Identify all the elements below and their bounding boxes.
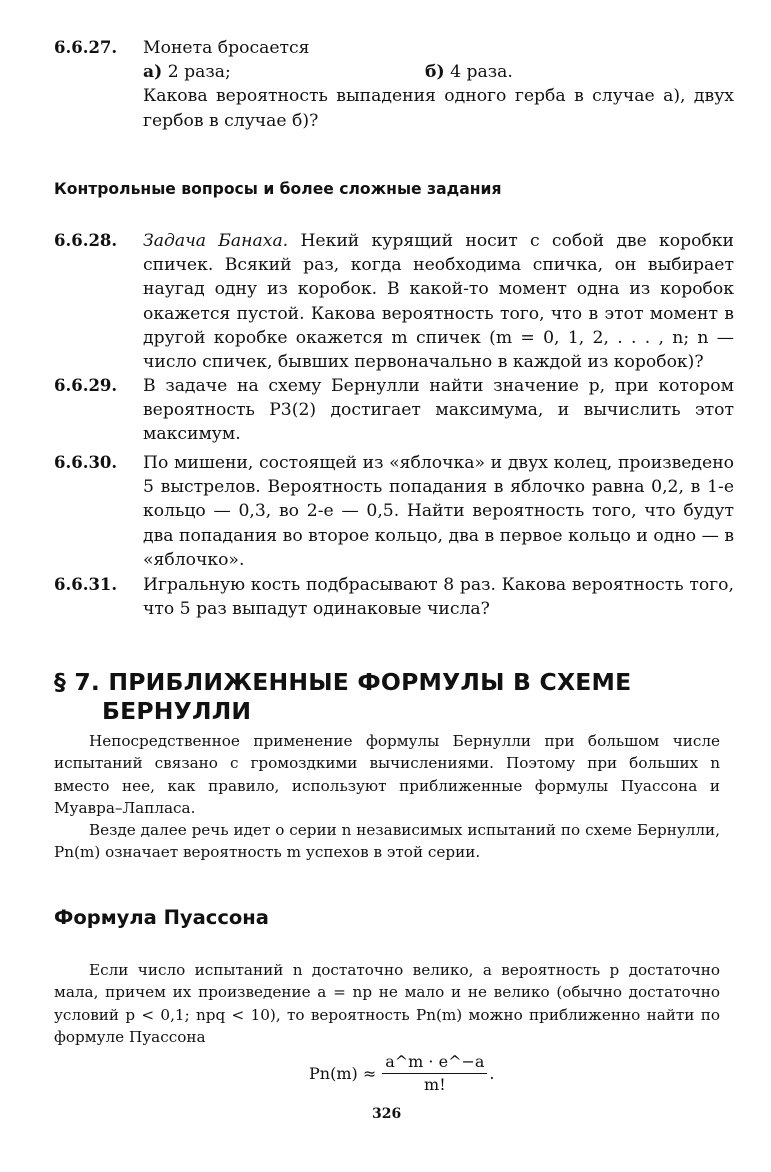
section-title: [54, 668, 734, 726]
problem-text: [143, 229, 734, 374]
problem-number: 6.6.27.: [54, 38, 118, 57]
formula-lhs: Pn(m) ≈: [309, 1063, 377, 1083]
problem-statement: Некий курящий носит с собой две коробки спичек. Всякий раз, когда необходима спичка, он выбирает наугад одну из коробок. В какой-то момент одна из коробок окажется пустой. Какова вероятность того, что в этот момент в другой коробке окажется m спичек (m = 0, 1, 2, . . . , n; n — число спичек, бывших первоначально в каждой из коробок)?: [143, 231, 734, 373]
problem-title: Задача Банаха.: [143, 231, 289, 251]
problem-options: [143, 60, 734, 84]
option-a: [143, 60, 425, 84]
problem-statement: Игральную кость подбрасывают 8 раз. Какова вероятность того, что 5 раз выпадут одинаковые числа?: [143, 575, 734, 620]
subsection-paragraph: Если число испытаний n достаточно велико, а вероятность p достаточно мала, причем их произведение a = np не мало и не велико (обычно достаточно условий p < 0,1; npq < 10), то вероятность Pn(m) можно приближенно найти по формуле Пуассона: [54, 961, 720, 1047]
option-b-text: 4 раза.: [450, 62, 513, 83]
problem-intro: Монета бросается: [143, 38, 310, 58]
section-title-line2: БЕРНУЛЛИ: [102, 697, 252, 725]
subsection-title: Формула Пуассона: [54, 906, 269, 929]
problem-body: [143, 374, 734, 447]
problem-6-6-27: [54, 36, 734, 133]
poisson-formula: [309, 1048, 495, 1098]
problem-question: Какова вероятность выпадения одного герба в случае а), двух гербов в случае б)?: [143, 86, 734, 131]
page-number: 326: [372, 1106, 402, 1122]
option-b: [425, 60, 513, 84]
option-a-label: а): [143, 62, 163, 83]
section-paragraph-1: Непосредственное применение формулы Бернулли при большом числе испытаний связано с громоздкими вычислениями. Поэтому при больших n вместо нее, как правило, используют приближенные формулы Пуассона и Муавра–Лапласа.: [54, 732, 720, 818]
problem-number: 6.6.30.: [54, 453, 118, 472]
problem-statement: В задаче на схему Бернулли найти значение p, при котором вероятность P3(2) достигает максимума, и вычислить этот максимум.: [143, 376, 734, 445]
option-b-label: б): [425, 62, 445, 83]
formula-period: .: [489, 1063, 495, 1083]
problem-number: 6.6.29.: [54, 376, 118, 395]
control-questions-heading: Контрольные вопросы и более сложные задания: [54, 180, 502, 198]
problem-statement: По мишени, состоящей из «яблочка» и двух колец, произведено 5 выстрелов. Вероятность попадания в яблочко равна 0,2, в 1-е кольцо — 0,3, во 2-е — 0,5. Найти вероятность того, что будут два попадания во второе кольцо, два в первое кольцо и одно — в «яблочко».: [143, 453, 734, 570]
problem-6-6-31: [54, 573, 734, 621]
problem-6-6-30: [54, 451, 734, 572]
formula-fraction: [382, 1052, 487, 1094]
problem-number: 6.6.31.: [54, 575, 118, 594]
option-a-text: 2 раза;: [167, 62, 231, 83]
formula-numerator: a^m · e^−a: [382, 1052, 487, 1074]
problem-body: [143, 36, 734, 133]
problem-body: [143, 573, 734, 621]
section-paragraph-2: Везде далее речь идет о серии n независимых испытаний по схеме Бернулли, Pn(m) означает вероятность m успехов в этой серии.: [54, 821, 720, 862]
problem-6-6-29: [54, 374, 734, 447]
section-title-line1: § 7. ПРИБЛИЖЕННЫЕ ФОРМУЛЫ В СХЕМЕ: [54, 668, 632, 696]
problem-6-6-28: [54, 229, 734, 374]
formula-denominator: m!: [424, 1075, 446, 1094]
problem-body: [143, 229, 734, 374]
problem-body: [143, 451, 734, 572]
problem-number: 6.6.28.: [54, 231, 118, 250]
